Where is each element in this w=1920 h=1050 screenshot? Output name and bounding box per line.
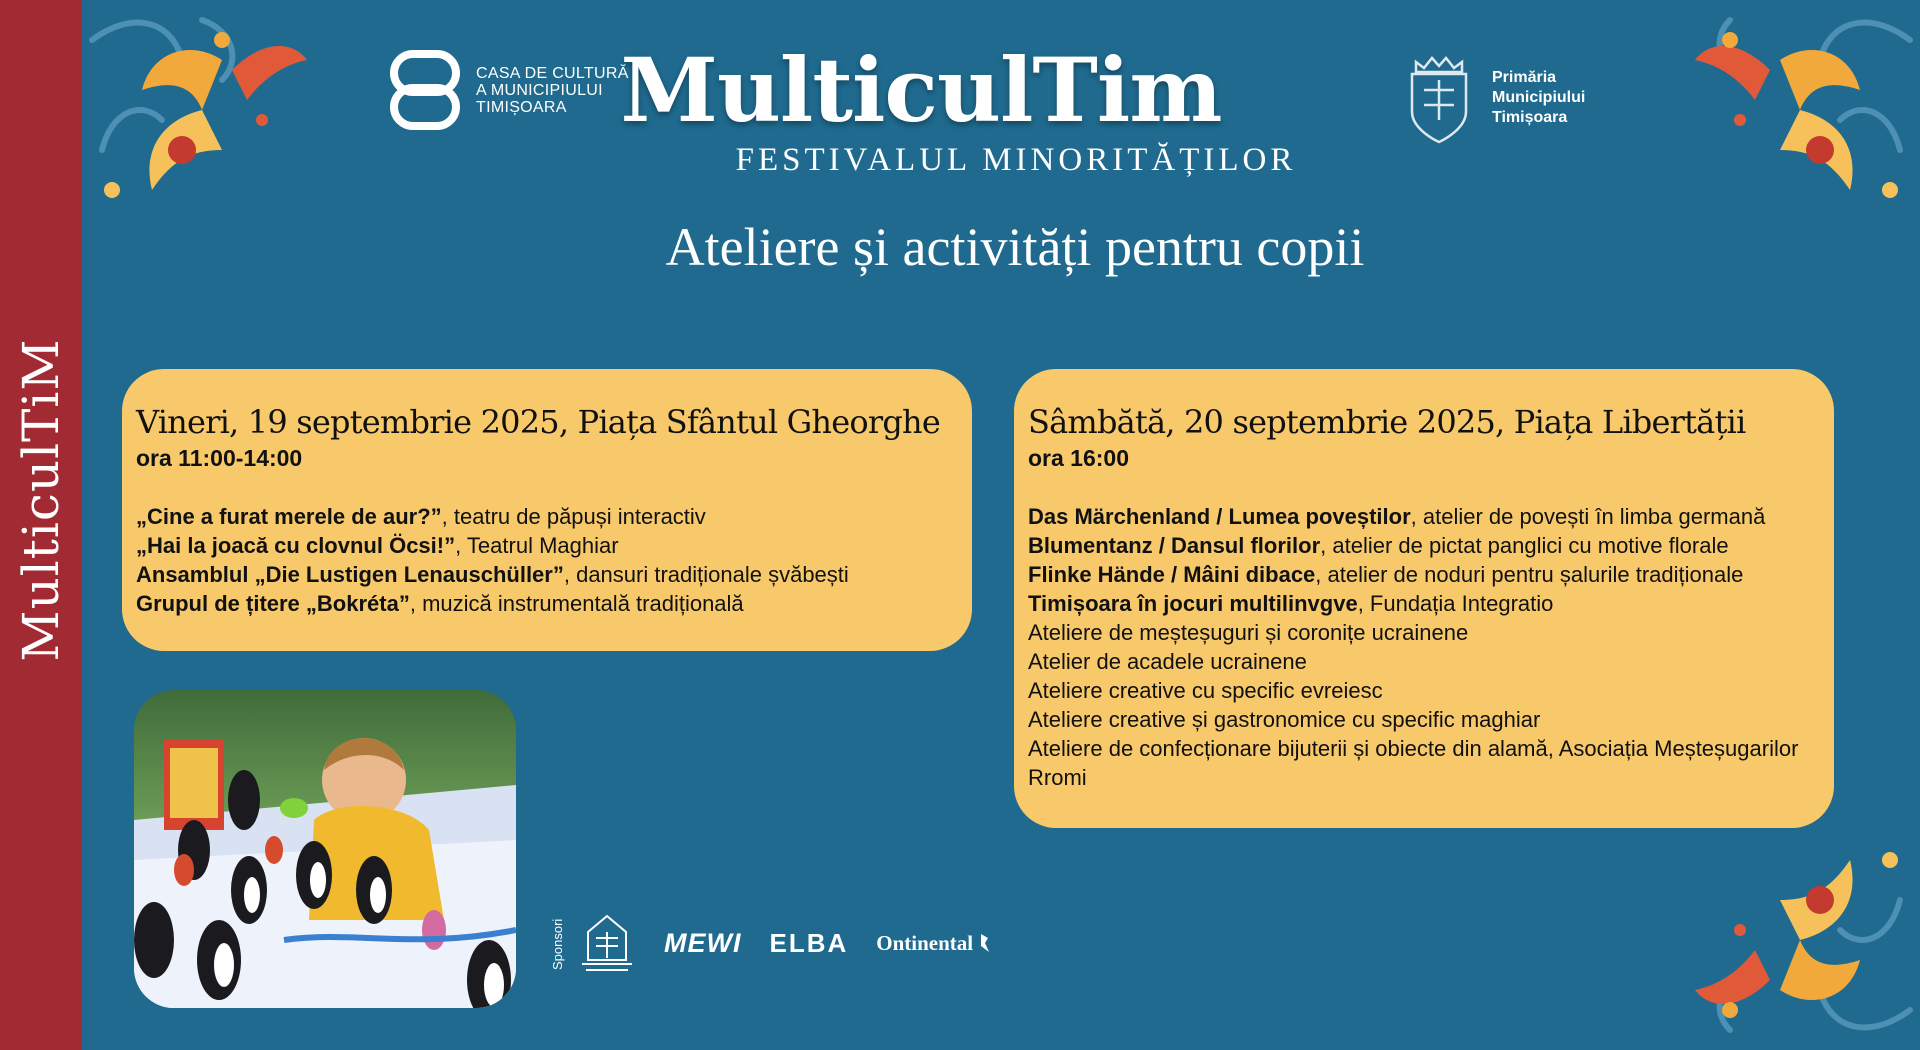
event-friday-time: ora 11:00-14:00 (136, 445, 303, 471)
side-band (0, 0, 82, 1050)
list-item-title: Timișoara în jocuri multilinvgve (1028, 591, 1358, 616)
event-card-saturday (1014, 369, 1834, 828)
list-item-desc: , muzică instrumentală tradițională (409, 591, 744, 616)
list-item-desc: , Fundația Integratio (1357, 591, 1554, 616)
event-card-friday (122, 369, 972, 651)
coat-of-arms-icon (1404, 50, 1474, 146)
list-item-desc: Ateliere creative cu specific evreiesc (1028, 678, 1383, 703)
sponsor-mewi-logo: MEWI (664, 927, 742, 958)
corner-ornament-bottom-right (1690, 820, 1920, 1050)
casa-logo-line2: A MUNICIPIULUI (476, 81, 603, 99)
list-item (136, 531, 960, 560)
list-item-title: Ansamblul „Die Lustigen Lenauschüller” (136, 562, 564, 587)
list-item-desc: , dansuri tradiționale șvăbești (563, 562, 849, 587)
sponsor-logos (578, 912, 991, 974)
sponsor-continental-text: Ontinental (876, 930, 974, 955)
list-item (1028, 618, 1822, 647)
casa-logo-line1: CASA DE CULTURĂ (476, 64, 629, 82)
primaria-logo (1404, 50, 1585, 146)
page-subtitle: FESTIVALUL MINORITĂȚILOR (735, 142, 1297, 178)
sponsor-crest-icon (578, 912, 636, 974)
event-saturday-title: Sâmbătă, 20 septembrie 2025, Piața Libertății (1028, 403, 1746, 441)
casa-logo-line3: TIMIȘOARA (476, 98, 567, 116)
list-item (136, 560, 960, 589)
list-item (1028, 531, 1822, 560)
list-item-desc: Ateliere creative și gastronomice cu specific maghiar (1028, 707, 1541, 732)
list-item (1028, 502, 1822, 531)
list-item-desc: , teatru de păpuși interactiv (441, 504, 706, 529)
photo-illustration (134, 690, 516, 1008)
list-item (1028, 589, 1822, 618)
sponsor-label: Sponsori (550, 918, 565, 970)
list-item (1028, 647, 1822, 676)
list-item-desc: Ateliere de confecționare bijuterii și obiecte din alamă, Asociația Meșteșugarilor Rromi (1028, 736, 1799, 790)
event-friday-title: Vineri, 19 septembrie 2025, Piața Sfântul Gheorghe (136, 403, 940, 441)
primaria-logo-line1: Primăria (1492, 69, 1557, 86)
list-item-desc: , atelier de povești în limba germană (1410, 504, 1766, 529)
list-item-desc: Atelier de acadele ucrainene (1028, 649, 1307, 674)
list-item (1028, 705, 1822, 734)
list-item-desc: , atelier de pictat panglici cu motive florale (1320, 533, 1729, 558)
sponsor-elba-logo: ELBA (769, 927, 849, 958)
list-item-title: Das Märchenland / Lumea poveștilor (1028, 504, 1411, 529)
list-item-title: Flinke Hände / Mâini dibace (1028, 562, 1316, 587)
page-title (0, 38, 1920, 142)
child-playing-photo (134, 690, 516, 1008)
sponsor-continental-logo (876, 931, 991, 956)
list-item-title: Blumentanz / Dansul florilor (1028, 533, 1321, 558)
event-saturday-list (1028, 502, 1822, 792)
list-item (136, 589, 960, 618)
page-title-text: MulticulTim (620, 38, 1222, 142)
list-item-title: „Hai la joacă cu clovnul Öcsi!” (136, 533, 456, 558)
continental-horse-icon (977, 932, 991, 954)
list-item-desc: Ateliere de meșteșuguri și coronițe ucrainene (1028, 620, 1469, 645)
list-item-title: Grupul de țitere „Bokréta” (136, 591, 410, 616)
list-item-desc: , atelier de noduri pentru șalurile tradiționale (1315, 562, 1744, 587)
list-item-desc: , Teatrul Maghiar (455, 533, 619, 558)
list-item (136, 502, 960, 531)
list-item (1028, 676, 1822, 705)
side-label: MulticulTiM (12, 338, 70, 662)
primaria-logo-line2: Municipiului (1492, 89, 1586, 106)
event-saturday-time: ora 16:00 (1028, 445, 1130, 471)
section-heading: Ateliere și activități pentru copii (665, 217, 1365, 277)
list-item-title: „Cine a furat merele de aur?” (136, 504, 442, 529)
event-friday-list (136, 502, 960, 618)
list-item (1028, 560, 1822, 589)
list-item (1028, 734, 1822, 792)
primaria-logo-line3: Timișoara (1492, 109, 1568, 126)
